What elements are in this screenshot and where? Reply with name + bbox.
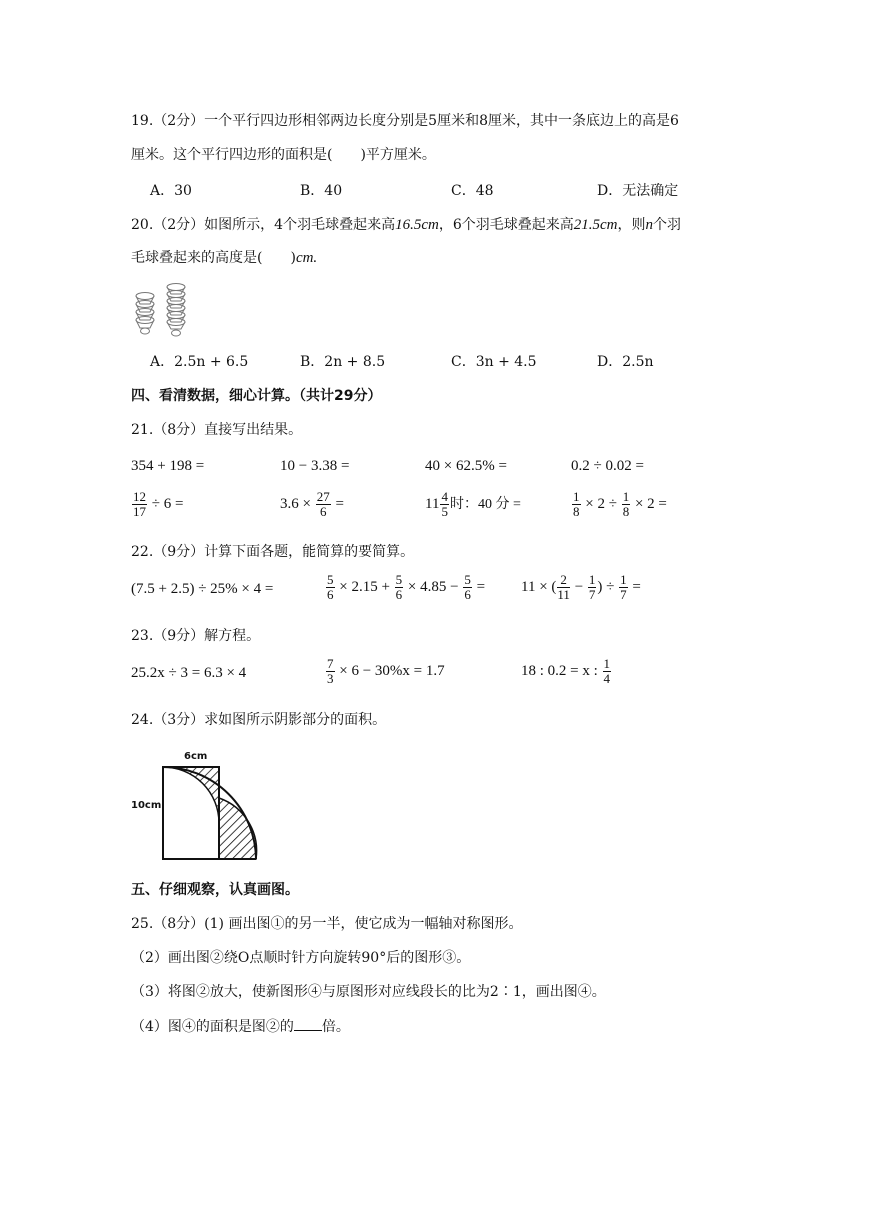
q23-title: 23.（9分）解方程。 — [131, 628, 261, 644]
q22-expr-2 — [325, 573, 485, 602]
fraction-numerator: 5 — [327, 572, 334, 587]
fraction-denominator: 5 — [441, 504, 448, 519]
expr-part: ) ÷ — [597, 578, 615, 595]
q25-line-1: 25.（8分）(1) 画出图①的另一半，使它成为一幅轴对称图形。 — [131, 916, 523, 932]
expr-tail: × 6 − 30%x = 1.7 — [339, 662, 445, 679]
fraction-numerator: 4 — [441, 489, 448, 504]
fraction-denominator: 17 — [133, 504, 146, 519]
expr-part: × 2.15 + — [339, 578, 390, 595]
fraction-numerator: 5 — [395, 572, 403, 587]
q23-equation-1: 25.2x ÷ 3 = 6.3 × 4 — [131, 665, 247, 681]
expr-tail: = — [632, 578, 641, 595]
expr-pre: 11 × ( — [521, 578, 557, 595]
shuttlecock-stack-image — [131, 282, 193, 346]
section-4-heading: 四、看清数据，细心计算。（共计29分） — [131, 388, 382, 404]
fraction-denominator: 11 — [557, 587, 570, 602]
q20-text-2a: 毛球叠起来的高度是( ) — [131, 250, 296, 266]
fraction-numerator: 12 — [133, 489, 146, 504]
q23-equation-3 — [521, 657, 612, 686]
expr-mid: × 2 ÷ — [585, 495, 617, 512]
section-5-heading: 五、仔细观察，认真画图。 — [131, 882, 299, 898]
expr-part: × 4.85 − — [407, 578, 459, 595]
q25-line-4-tail: 倍。 — [321, 1019, 350, 1035]
q19-line2: 厘米。这个平行四边形的面积是( )平方厘米。 — [131, 147, 436, 163]
q23-equation-2 — [325, 657, 445, 686]
expr-tail: × 2 = — [634, 495, 667, 512]
expr-mid: − — [574, 578, 584, 595]
fraction-denominator: 7 — [588, 587, 596, 602]
expr-pre: 18 : 0.2 = x : — [521, 662, 598, 679]
fraction-numerator: 1 — [588, 572, 596, 587]
expr-pre: 3.6 × — [280, 495, 311, 512]
fraction-denominator: 6 — [319, 504, 327, 519]
fraction-numerator: 1 — [603, 656, 611, 671]
fraction-denominator: 7 — [620, 587, 627, 602]
q24-label-left: 10cm — [131, 800, 162, 811]
q21-expr-1: 354 + 198 = — [131, 458, 205, 474]
q22-expr-3 — [521, 573, 641, 602]
q21-expr-5 — [131, 490, 183, 519]
q19-line1: 19.（2分）一个平行四边形相邻两边长度分别是5厘米和8厘米，其中一条底边上的高是6 — [131, 113, 679, 129]
fraction-numerator: 5 — [464, 572, 471, 587]
expr-tail: ÷ 6 = — [151, 495, 184, 512]
fraction-numerator: 27 — [316, 489, 330, 504]
q21-expr-8 — [571, 490, 667, 519]
q21-expr-3: 40 × 62.5% = — [425, 458, 507, 474]
q20-option-d: D．2.5n — [597, 354, 654, 370]
fraction-numerator: 1 — [622, 489, 630, 504]
fraction-numerator: 2 — [557, 573, 570, 588]
q20-height-6: 21.5cm — [573, 217, 618, 233]
q20-var-n: n — [645, 217, 653, 233]
expr-pre: 11 — [425, 495, 440, 512]
q20-option-a: A．2.5n + 6.5 — [150, 354, 249, 370]
q21-expr-7 — [425, 490, 521, 519]
fraction-denominator: 3 — [327, 671, 334, 686]
q21-expr-6 — [280, 490, 344, 519]
q21-expr-2: 10 − 3.38 = — [280, 458, 350, 474]
q25-line-4 — [131, 1016, 350, 1037]
q21-expr-4: 0.2 ÷ 0.02 = — [571, 458, 644, 474]
fraction-denominator: 6 — [464, 587, 471, 602]
q24-title: 24.（3分）求如图所示阴影部分的面积。 — [131, 712, 387, 728]
answer-blank[interactable] — [294, 1016, 322, 1031]
q20-line2 — [131, 248, 317, 268]
fraction-denominator: 4 — [603, 671, 611, 686]
fraction-denominator: 8 — [573, 504, 580, 519]
q20-text-g: 个羽 — [653, 217, 681, 233]
q20-option-b: B．2n + 8.5 — [300, 354, 386, 370]
fraction-numerator: 1 — [620, 572, 627, 587]
q19-option-d: D．无法确定 — [597, 183, 679, 199]
q19-option-b: B．40 — [300, 183, 343, 199]
fraction-numerator: 1 — [573, 489, 580, 504]
q20-text-a: 20.（2分）如图所示，4个羽毛球叠起来高 — [131, 217, 396, 233]
q25-line-2: （2）画出图②绕O点顺时针方向旋转90°后的图形③。 — [131, 950, 471, 966]
q20-unit: cm. — [295, 250, 318, 266]
fraction-denominator: 8 — [622, 504, 630, 519]
q20-text-c: ，6个羽毛球叠起来高 — [438, 217, 574, 233]
expr-part: = — [476, 578, 486, 595]
q21-title: 21.（8分）直接写出结果。 — [131, 422, 303, 438]
q22-expr-1: (7.5 + 2.5) ÷ 25% × 4 = — [131, 581, 274, 597]
q20-text-e: ，则 — [617, 217, 646, 233]
q20-option-c: C．3n + 4.5 — [451, 354, 537, 370]
q25-line-3: （3）将图②放大，使新图形④与原图形对应线段长的比为2∶1，画出图④。 — [131, 984, 606, 1000]
expr-tail: = — [335, 495, 344, 512]
expr-tail: 时：40 分 = — [449, 496, 521, 512]
q24-label-top: 6cm — [184, 751, 208, 762]
fraction-numerator: 7 — [327, 656, 334, 671]
fraction-denominator: 6 — [395, 587, 403, 602]
q19-option-c: C．48 — [451, 183, 494, 199]
q19-option-a: A．30 — [150, 183, 192, 199]
q25-line-4-text: （4）图④的面积是图②的 — [131, 1019, 294, 1035]
q22-title: 22.（9分）计算下面各题，能简算的要简算。 — [131, 544, 415, 560]
q20-height-4: 16.5cm — [395, 217, 439, 233]
q20-line1 — [131, 215, 681, 235]
fraction-denominator: 6 — [327, 587, 334, 602]
